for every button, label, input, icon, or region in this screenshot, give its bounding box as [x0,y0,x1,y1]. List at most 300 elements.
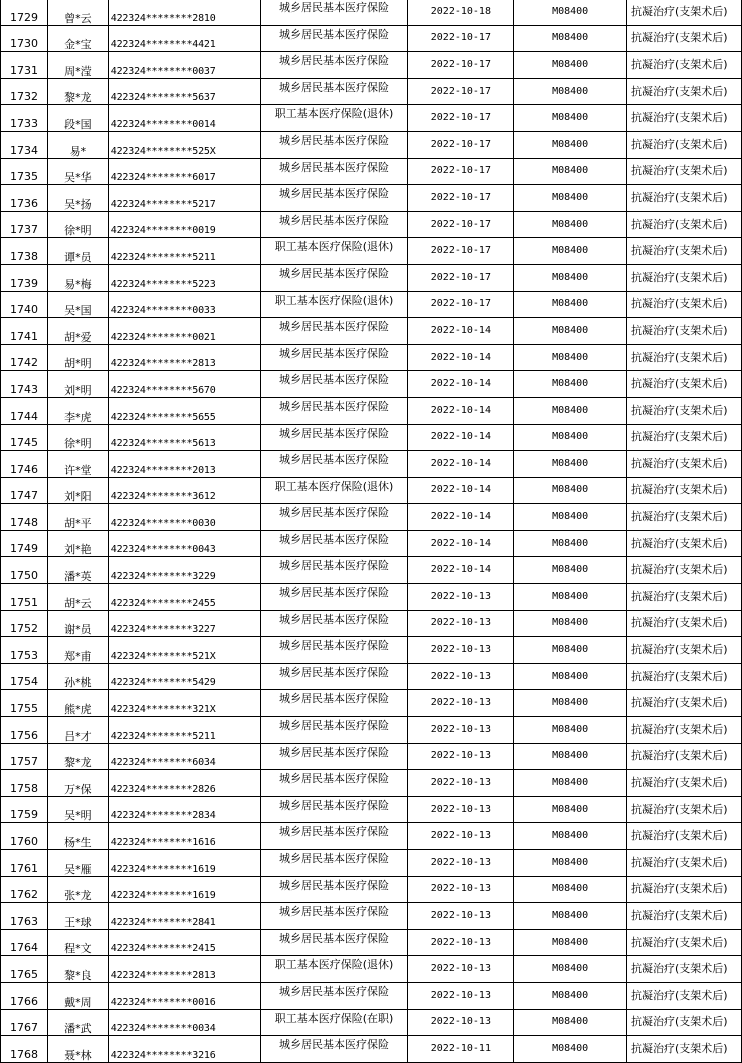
insurance-type-text: 城乡居民基本医疗保险 [279,719,390,733]
treatment-item-text: 抗凝治疗(支架术后) [630,430,728,444]
treatment-item-cell [626,584,741,611]
row-number-text: 1751 [9,595,38,609]
id-number-text: 422324********1619 [110,890,216,902]
id-number-cell [108,0,260,25]
treatment-item-cell [626,717,741,744]
row-number-text: 1745 [9,436,38,450]
row-number-text: 1735 [9,170,38,184]
id-number-cell [108,956,260,983]
date-text: 2022-10-17 [430,245,491,257]
treatment-item-text: 抗凝治疗(支架术后) [630,1015,728,1029]
patient-name-cell [47,238,108,265]
date-text: 2022-10-14 [430,511,491,523]
patient-name-cell [47,477,108,504]
table-row [1,743,742,770]
insurance-type-cell [260,344,408,371]
date-cell [408,637,514,664]
disease-code-text: M08400 [552,723,589,735]
id-number-text: 422324********2841 [110,916,216,928]
patient-name-text: 胡*平 [64,516,92,530]
treatment-item-cell [626,52,741,79]
treatment-item-text: 抗凝治疗(支架术后) [630,57,728,71]
treatment-item-text: 抗凝治疗(支架术后) [630,935,728,949]
insurance-type-text: 职工基本医疗保险(退休) [274,107,394,121]
row-number-text: 1747 [9,489,38,503]
row-number-cell [1,397,48,424]
disease-code-cell [514,477,627,504]
treatment-item-cell [626,929,741,956]
disease-code-text: M08400 [552,85,589,97]
id-number-cell [108,663,260,690]
insurance-type-text: 城乡居民基本医疗保险 [279,798,390,812]
id-number-cell [108,371,260,398]
patient-name-text: 刘*阳 [64,490,92,504]
insurance-type-cell [260,663,408,690]
patient-name-cell [47,158,108,185]
row-number-cell [1,451,48,478]
id-number-text: 422324********5637 [110,92,216,104]
patient-name-cell [47,291,108,318]
row-number-cell [1,850,48,877]
row-number-text: 1754 [9,675,38,689]
id-number-cell [108,743,260,770]
disease-code-text: M08400 [552,324,589,336]
id-number-cell [108,1009,260,1036]
disease-code-cell [514,903,627,930]
insurance-type-text: 城乡居民基本医疗保险 [279,160,390,174]
treatment-item-text: 抗凝治疗(支架术后) [630,31,728,45]
insurance-type-text: 城乡居民基本医疗保险 [279,320,390,334]
disease-code-text: M08400 [552,590,589,602]
row-number-cell [1,876,48,903]
patient-name-cell [47,663,108,690]
table-row [1,1009,742,1036]
table-row [1,770,742,797]
id-number-cell [108,637,260,664]
id-number-cell [108,1036,260,1063]
disease-code-text: M08400 [552,112,589,124]
table-row [1,424,742,451]
treatment-item-text: 抗凝治疗(支架术后) [630,988,728,1002]
id-number-text: 422324********4421 [110,39,216,51]
patient-name-text: 吴*明 [64,809,92,823]
patient-name-cell [47,557,108,584]
row-number-text: 1732 [9,90,38,104]
patient-name-cell [47,371,108,398]
id-number-text: 422324********5211 [110,251,216,263]
date-cell [408,105,514,132]
date-cell [408,477,514,504]
id-number-text: 422324********2415 [110,943,216,955]
patient-name-text: 吕*才 [64,729,92,743]
row-number-cell [1,956,48,983]
table-row [1,584,742,611]
treatment-item-cell [626,25,741,52]
insurance-type-text: 城乡居民基本医疗保险 [279,346,390,360]
disease-code-text: M08400 [552,245,589,257]
patient-name-text: 李*虎 [64,410,92,424]
disease-code-cell [514,52,627,79]
date-text: 2022-10-14 [430,404,491,416]
treatment-item-cell [626,956,741,983]
date-cell [408,424,514,451]
treatment-item-text: 抗凝治疗(支架术后) [630,855,728,869]
treatment-item-cell [626,850,741,877]
id-number-text: 422324********1616 [110,837,216,848]
patient-name-text: 黎*龙 [64,91,92,105]
table-row [1,344,742,371]
treatment-item-cell [626,158,741,185]
treatment-item-cell [626,504,741,531]
table-body [1,0,742,1062]
disease-code-text: M08400 [552,431,589,443]
table-row [1,371,742,398]
disease-code-text: M08400 [552,989,589,1001]
id-number-text: 422324********2810 [110,12,216,24]
treatment-item-cell [626,78,741,105]
insurance-type-cell [260,929,408,956]
patient-name-text: 段*国 [64,117,92,131]
treatment-item-text: 抗凝治疗(支架术后) [630,749,728,763]
treatment-item-text: 抗凝治疗(支架术后) [630,776,728,790]
date-text: 2022-10-14 [430,351,491,363]
treatment-item-cell [626,663,741,690]
insurance-type-cell [260,131,408,158]
insurance-type-text: 城乡居民基本医疗保险 [279,27,390,41]
insurance-type-text: 城乡居民基本医疗保险 [279,931,390,945]
table-row [1,291,742,318]
id-number-text: 422324********525X [110,145,216,157]
date-text: 2022-10-13 [430,590,491,602]
disease-code-cell [514,610,627,637]
date-cell [408,264,514,291]
disease-code-text: M08400 [552,298,589,310]
table-row [1,25,742,52]
treatment-item-text: 抗凝治疗(支架术后) [630,563,728,577]
row-number-text: 1757 [9,755,38,769]
disease-code-text: M08400 [552,351,589,363]
id-number-cell [108,424,260,451]
disease-code-text: M08400 [552,218,589,230]
id-number-text: 422324********5613 [110,438,216,450]
id-number-text: 422324********0034 [110,1023,216,1035]
id-number-cell [108,796,260,823]
insurance-type-cell [260,238,408,265]
row-number-text: 1740 [9,303,38,317]
row-number-cell [1,530,48,557]
row-number-cell [1,318,48,345]
insurance-type-cell [260,557,408,584]
date-cell [408,796,514,823]
row-number-cell [1,1009,48,1036]
disease-code-cell [514,1036,627,1063]
patient-name-text: 聂*林 [64,1048,92,1062]
insurance-type-text: 城乡居民基本医疗保险 [279,373,390,387]
id-number-cell [108,690,260,717]
id-number-cell [108,504,260,531]
date-cell [408,451,514,478]
treatment-item-cell [626,371,741,398]
id-number-cell [108,929,260,956]
disease-code-text: M08400 [552,484,589,496]
insurance-type-cell [260,78,408,105]
insurance-type-text: 职工基本医疗保险(退休) [274,240,394,254]
date-text: 2022-10-13 [430,617,491,629]
insurance-type-cell [260,1036,408,1063]
table-row [1,1036,742,1063]
date-cell [408,504,514,531]
row-number-text: 1737 [9,223,38,237]
date-text: 2022-10-13 [430,644,491,656]
date-text: 2022-10-17 [430,218,491,230]
id-number-cell [108,318,260,345]
date-text: 2022-10-13 [430,989,491,1001]
patient-name-cell [47,25,108,52]
date-text: 2022-10-13 [430,909,491,921]
patient-name-text: 孙*桃 [64,676,92,690]
id-number-cell [108,158,260,185]
patient-name-cell [47,131,108,158]
date-text: 2022-10-17 [430,32,491,44]
id-number-cell [108,850,260,877]
disease-code-text: M08400 [552,750,589,762]
id-number-cell [108,105,260,132]
date-cell [408,25,514,52]
id-number-text: 422324********2455 [110,597,216,609]
date-cell [408,52,514,79]
patient-name-cell [47,264,108,291]
insurance-type-text: 城乡居民基本医疗保险 [279,266,390,280]
patient-name-cell [47,424,108,451]
insurance-type-cell [260,823,408,850]
date-cell [408,238,514,265]
id-number-text: 422324********2813 [110,969,216,981]
id-number-cell [108,211,260,238]
disease-code-text: M08400 [552,856,589,868]
disease-code-text: M08400 [552,191,589,203]
treatment-item-cell [626,211,741,238]
date-text: 2022-10-17 [430,271,491,283]
treatment-item-text: 抗凝治疗(支架术后) [630,377,728,391]
id-number-cell [108,451,260,478]
date-cell [408,903,514,930]
treatment-item-text: 抗凝治疗(支架术后) [630,244,728,258]
patient-name-cell [47,876,108,903]
id-number-cell [108,823,260,850]
patient-name-cell [47,770,108,797]
row-number-cell [1,78,48,105]
row-number-cell [1,637,48,664]
row-number-cell [1,929,48,956]
row-number-cell [1,25,48,52]
date-cell [408,530,514,557]
patient-name-text: 金*宝 [64,38,92,52]
treatment-item-text: 抗凝治疗(支架术后) [630,137,728,151]
table-row [1,451,742,478]
date-text: 2022-10-17 [430,85,491,97]
treatment-item-cell [626,131,741,158]
disease-code-cell [514,663,627,690]
insurance-type-cell [260,850,408,877]
table-row [1,131,742,158]
patient-name-cell [47,637,108,664]
treatment-item-text: 抗凝治疗(支架术后) [630,297,728,311]
patient-name-text: 杨*生 [64,836,92,849]
patient-name-cell [47,78,108,105]
date-cell [408,743,514,770]
table-row [1,504,742,531]
id-number-cell [108,610,260,637]
id-number-text: 422324********3216 [110,1049,216,1061]
date-text: 2022-10-11 [430,1042,491,1054]
treatment-item-cell [626,903,741,930]
disease-code-cell [514,743,627,770]
insurance-type-text: 城乡居民基本医疗保险 [279,559,390,573]
id-number-cell [108,982,260,1009]
disease-code-cell [514,371,627,398]
id-number-cell [108,557,260,584]
disease-code-text: M08400 [552,644,589,656]
date-text: 2022-10-13 [430,697,491,709]
id-number-text: 422324********0014 [110,118,216,130]
row-number-text: 1763 [9,914,38,928]
patient-name-text: 吴*扬 [64,197,92,211]
row-number-cell [1,584,48,611]
treatment-item-text: 抗凝治疗(支架术后) [630,403,728,417]
date-cell [408,610,514,637]
id-number-text: 422324********2813 [110,358,216,370]
disease-code-text: M08400 [552,564,589,576]
row-number-cell [1,105,48,132]
table-row [1,477,742,504]
treatment-item-cell [626,610,741,637]
disease-code-cell [514,1009,627,1036]
id-number-text: 422324********1619 [110,863,216,875]
disease-code-text: M08400 [552,936,589,948]
treatment-item-cell [626,982,741,1009]
patient-name-text: 许*堂 [64,463,92,477]
patient-name-text: 刘*艳 [64,543,92,557]
insurance-type-text: 城乡居民基本医疗保险 [279,426,390,440]
row-number-cell [1,1036,48,1063]
insurance-type-text: 城乡居民基本医疗保险 [279,453,390,467]
id-number-text: 422324********5670 [110,384,216,396]
insurance-type-text: 职工基本医疗保险(退休) [274,293,394,307]
date-text: 2022-10-13 [430,803,491,815]
date-cell [408,717,514,744]
id-number-text: 422324********5655 [110,411,216,423]
table-row [1,982,742,1009]
id-number-cell [108,264,260,291]
patient-name-text: 胡*明 [64,357,92,371]
insurance-type-text: 城乡居民基本医疗保险 [279,80,390,94]
date-text: 2022-10-13 [430,883,491,895]
disease-code-text: M08400 [552,697,589,709]
id-number-cell [108,903,260,930]
patient-name-cell [47,211,108,238]
patient-name-cell [47,796,108,823]
disease-code-text: M08400 [552,5,589,17]
row-number-text: 1731 [9,63,38,77]
disease-code-cell [514,318,627,345]
insurance-type-cell [260,52,408,79]
disease-code-text: M08400 [552,511,589,523]
row-number-cell [1,52,48,79]
patient-name-text: 胡*爱 [64,330,92,344]
row-number-text: 1759 [9,808,38,822]
row-number-text: 1758 [9,781,38,795]
insurance-type-cell [260,584,408,611]
insurance-type-cell [260,264,408,291]
row-number-cell [1,690,48,717]
patient-name-cell [47,0,108,25]
insurance-type-text: 城乡居民基本医疗保险 [279,745,390,759]
insurance-type-text: 城乡居民基本医疗保险 [279,187,390,201]
treatment-item-cell [626,318,741,345]
date-text: 2022-10-14 [430,324,491,336]
row-number-text: 1749 [9,542,38,556]
id-number-text: 422324********0043 [110,544,216,556]
treatment-item-text: 抗凝治疗(支架术后) [630,111,728,125]
insurance-type-cell [260,25,408,52]
row-number-cell [1,185,48,212]
disease-code-text: M08400 [552,617,589,629]
treatment-item-cell [626,477,741,504]
id-number-text: 422324********5223 [110,278,216,290]
treatment-item-text: 抗凝治疗(支架术后) [630,643,728,657]
patient-name-cell [47,1036,108,1063]
disease-code-text: M08400 [552,803,589,815]
row-number-text: 1760 [9,835,38,848]
date-text: 2022-10-14 [430,537,491,549]
patient-name-cell [47,185,108,212]
treatment-item-text: 抗凝治疗(支架术后) [630,669,728,683]
id-number-cell [108,52,260,79]
patient-name-cell [47,530,108,557]
patient-name-cell [47,929,108,956]
id-number-cell [108,25,260,52]
table-row [1,105,742,132]
insurance-type-text: 城乡居民基本医疗保险 [279,1,390,14]
row-number-cell [1,982,48,1009]
disease-code-cell [514,796,627,823]
table-row [1,610,742,637]
row-number-text: 1752 [9,622,38,636]
table-row [1,663,742,690]
patient-name-cell [47,956,108,983]
insurance-type-text: 城乡居民基本医疗保险 [279,878,390,892]
disease-code-text: M08400 [552,58,589,70]
date-text: 2022-10-13 [430,670,491,682]
id-number-cell [108,78,260,105]
insurance-type-text: 城乡居民基本医疗保险 [279,772,390,786]
disease-code-text: M08400 [552,1016,589,1028]
disease-code-text: M08400 [552,271,589,283]
id-number-text: 422324********6017 [110,172,216,184]
treatment-item-text: 抗凝治疗(支架术后) [630,350,728,364]
table-row [1,264,742,291]
patient-name-cell [47,743,108,770]
treatment-item-cell [626,530,741,557]
date-text: 2022-10-17 [430,112,491,124]
row-number-text: 1764 [9,941,38,955]
disease-code-text: M08400 [552,138,589,150]
insurance-type-cell [260,796,408,823]
date-cell [408,557,514,584]
date-cell [408,318,514,345]
insurance-type-text: 城乡居民基本医疗保险 [279,852,390,865]
date-cell [408,1036,514,1063]
